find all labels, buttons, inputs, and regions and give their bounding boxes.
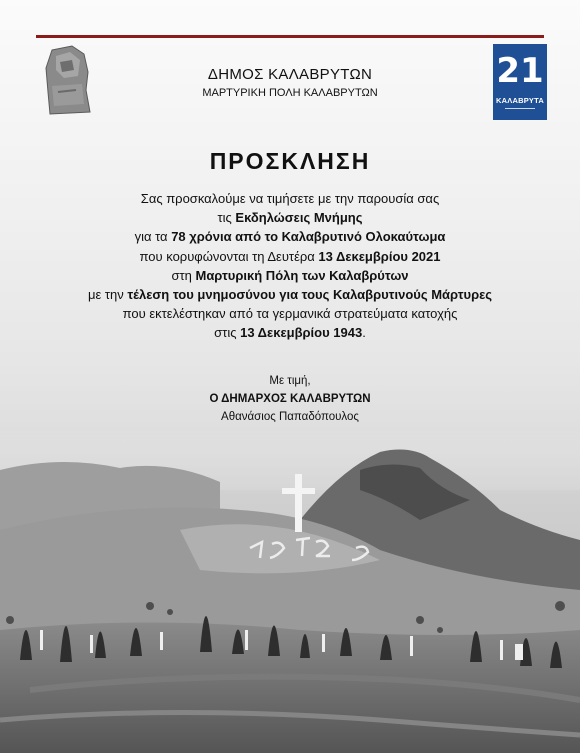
memorial-stone-emblem — [42, 42, 94, 120]
logo-underline — [493, 107, 547, 110]
mayor-name: Αθανάσιος Παπαδόπουλος — [221, 411, 359, 423]
body-line-5: στη Μαρτυρική Πόλη των Καλαβρύτων — [171, 267, 409, 283]
invitation-title: ΠΡΟΣΚΛΗΣΗ — [209, 148, 371, 174]
body-line-2: τις Εκδηλώσεις Μνήμης — [217, 210, 363, 226]
body-line-6: με την τέλεση του μνημοσύνου για τους Καλαβρυτινούς Μάρτυρες — [87, 287, 493, 303]
logo-text: ΚΑΛΑΒΡΥΤΑ — [496, 96, 544, 105]
municipality-subtitle: ΜΑΡΤΥΡΙΚΗ ΠΟΛΗ ΚΑΛΑΒΡΥΤΩΝ — [202, 87, 378, 99]
body-line-4: που κορυφώνονται τη Δευτέρα 13 Δεκεμβρίου 2021 — [139, 248, 441, 264]
logo-number: 21 — [496, 51, 544, 91]
body-line-1: Σας προσκαλούμε να τιμήσετε με την παρουσία σας — [140, 191, 440, 206]
municipality-name: ΔΗΜΟΣ ΚΑΛΑΒΡΥΤΩΝ — [207, 66, 373, 83]
header-rule — [36, 35, 544, 38]
signoff-block — [140, 372, 440, 426]
mayor-title: Ο ΔΗΜΑΡΧΟΣ ΚΑΛΑΒΡΥΤΩΝ — [209, 393, 371, 405]
kalavryta-logo — [493, 44, 547, 120]
header-block — [150, 66, 430, 99]
memorial-hill-photo — [0, 430, 580, 753]
body-line-7: που εκτελέστηκαν από τα γερμανικά στρατεύματα κατοχής — [122, 306, 458, 322]
invitation-body — [40, 189, 540, 343]
body-line-3: για τα 78 χρόνια από το Καλαβρυτινό Ολοκαύτωμα — [134, 229, 446, 245]
body-line-8: στις 13 Δεκεμβρίου 1943. — [214, 325, 366, 341]
signoff-greeting: Με τιμή, — [269, 375, 311, 387]
